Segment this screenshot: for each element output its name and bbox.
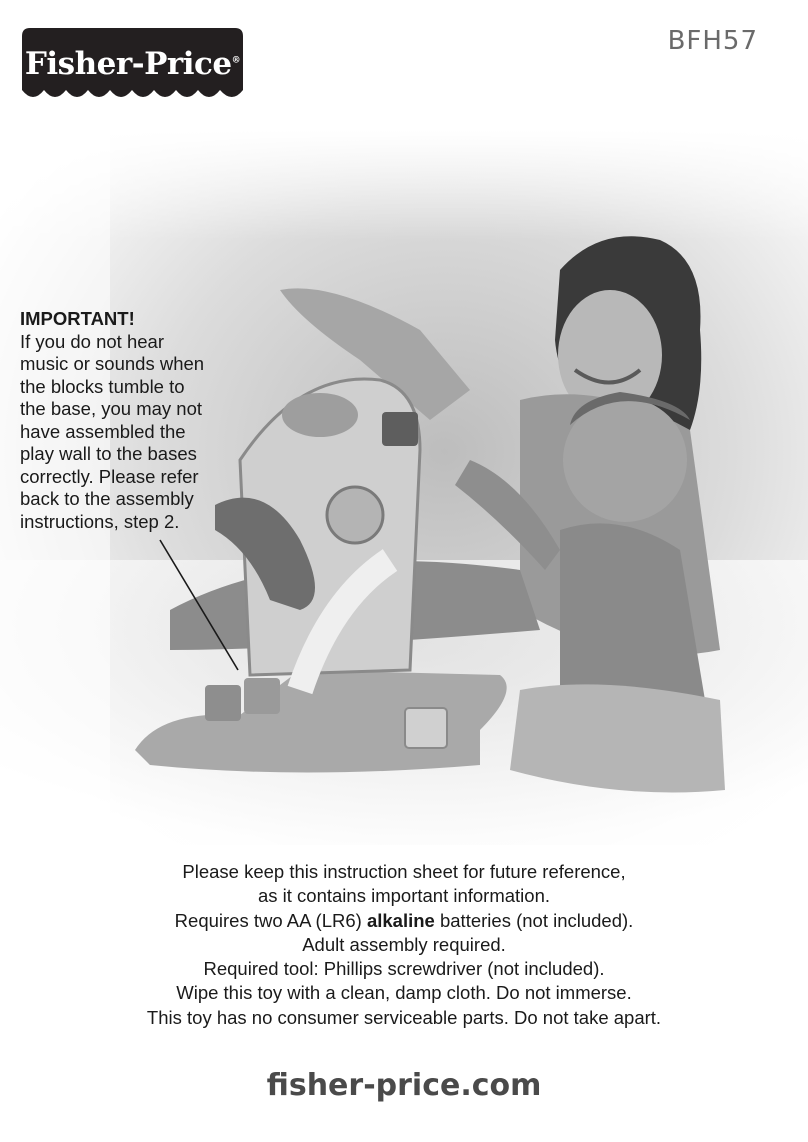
instruction-notes (0, 860, 808, 1030)
website-link[interactable]: fisher-price.com (266, 1068, 542, 1103)
note-line-5: Required tool: Phillips screwdriver (not included). (203, 958, 605, 980)
important-heading: IMPORTANT! (20, 308, 135, 329)
note-line-1: Please keep this instruction sheet for future reference, (182, 861, 626, 882)
fisher-price-logo (22, 28, 243, 104)
note-line-7: This toy has no consumer serviceable parts. Do not take apart. (146, 1006, 662, 1028)
note-line-3: Requires two AA (LR6) alkaline batteries (not included). (174, 909, 634, 931)
model-number: BFH57 (667, 26, 758, 56)
logo-wordmark: Fisher-Price® (24, 46, 241, 82)
alkaline-emphasis: alkaline (366, 909, 435, 931)
important-body: If you do not hear music or sounds when the blocks tumble to the base, you may not have assembled the play wall to the bases correctly. Please refer back to the assembly instructions, step 2. (20, 330, 205, 532)
note-line-4: Adult assembly required. (302, 933, 506, 955)
note-line-6: Wipe this toy with a clean, damp cloth. Do not immerse. (176, 982, 632, 1004)
important-note (20, 308, 210, 533)
note-line-2: as it contains important information. (257, 885, 551, 907)
